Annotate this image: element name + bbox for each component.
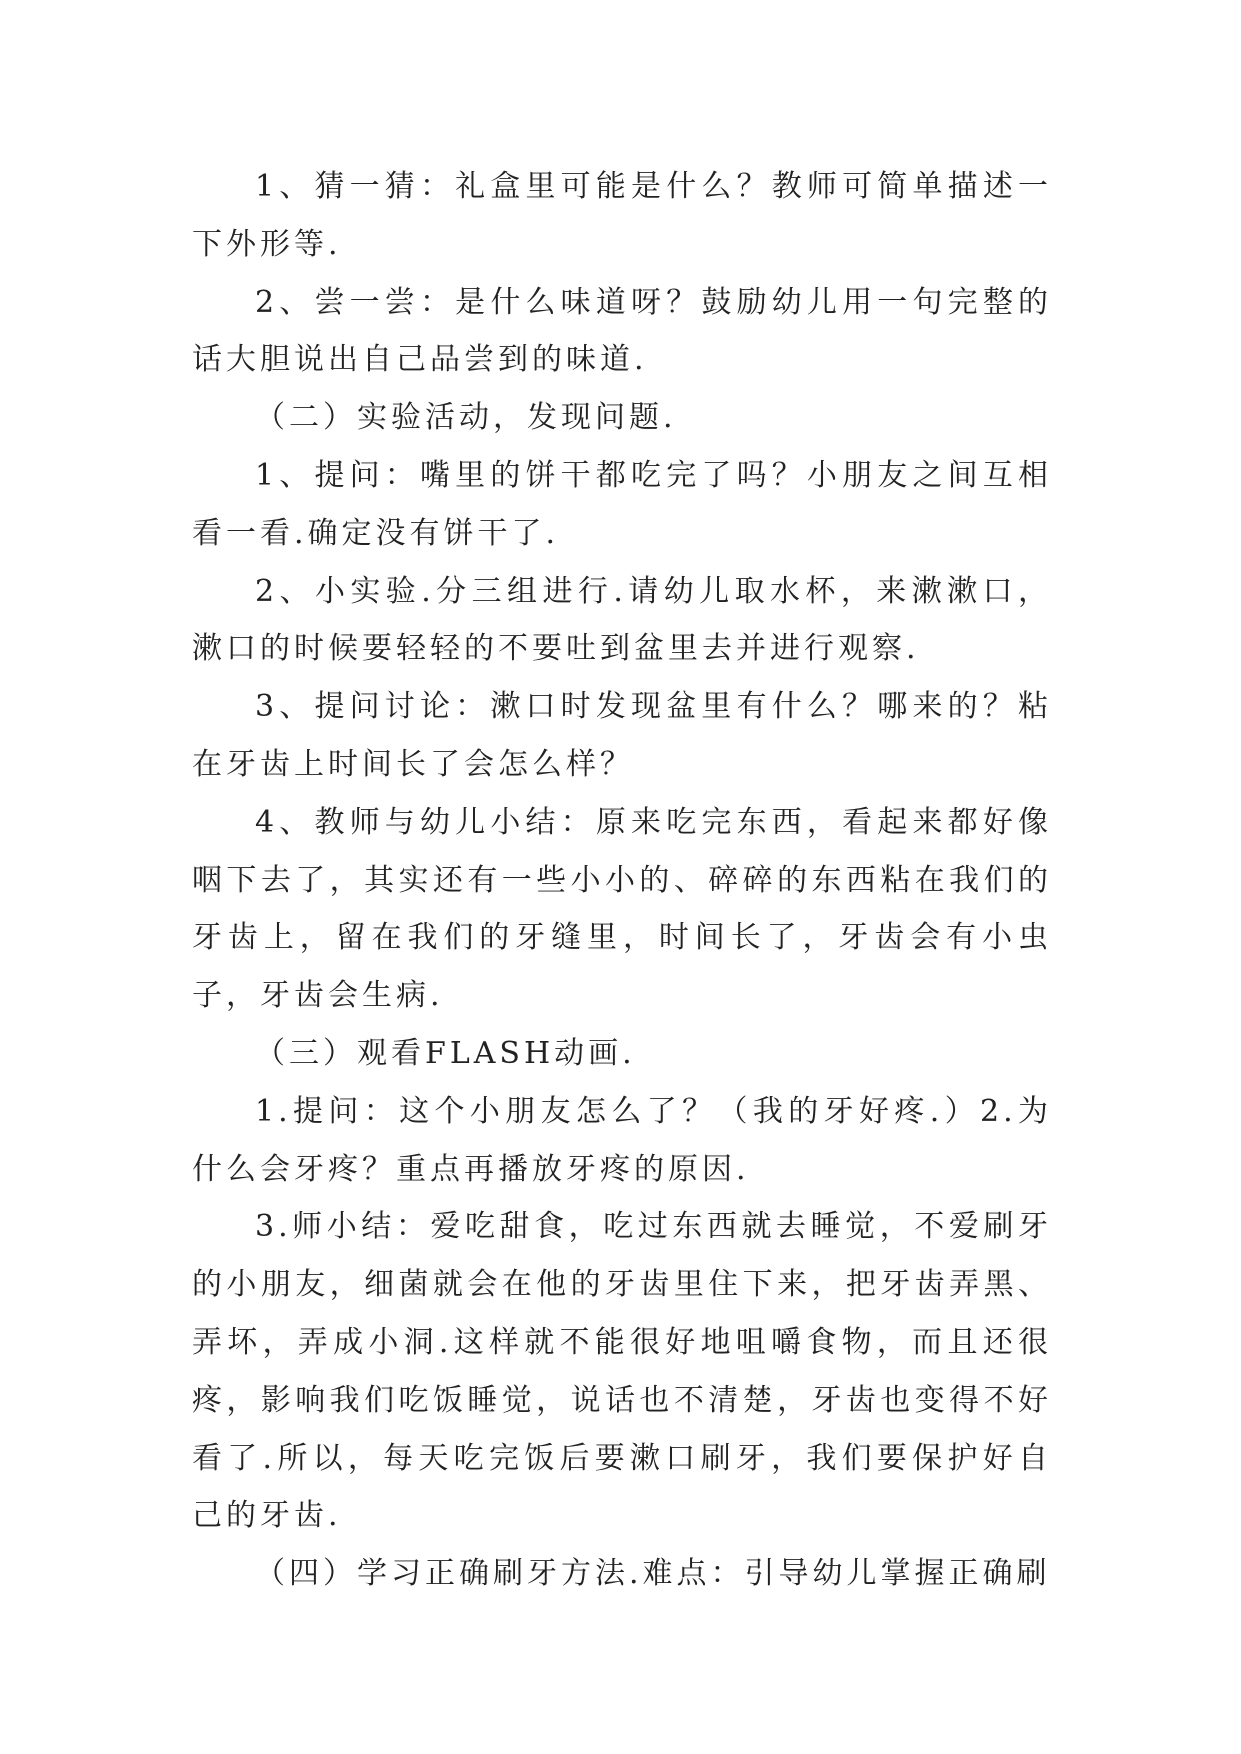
paragraph-guess: 1、猜一猜：礼盒里可能是什么？教师可简单描述一下外形等. <box>192 169 1052 262</box>
paragraph-summary: 4、教师与幼儿小结：原来吃完东西，看起来都好像咽下去了，其实还有一些小小的、碎碎的东西粘在我们的牙齿上，留在我们的牙缝里，时间长了，牙齿会有小虫子，牙齿会生病. <box>192 804 1052 1014</box>
paragraph-question: 1、提问：嘴里的饼干都吃完了吗？小朋友之间互相看一看.确定没有饼干了. <box>192 457 1052 551</box>
paragraph-teacher-summary: 3.师小结：爱吃甜食，吃过东西就去睡觉，不爱刷牙的小朋友，细菌就会在他的牙齿里住下来，把牙齿弄黑、弄坏，弄成小洞.这样就不能很好地咀嚼食物，而且还很疼，影响我们吃饭睡觉，说话也不清楚，牙齿也变得不好看了.所以，每天吃完饭后要漱口刷牙，我们要保护好自己的牙齿. <box>192 1209 1052 1534</box>
document-body <box>192 158 1052 1603</box>
paragraph-small-experiment: 2、小实验.分三组进行.请幼儿取水杯，来漱漱口，漱口的时候要轻轻的不要吐到盆里去并进行观察. <box>192 573 1052 667</box>
paragraph-discussion: 3、提问讨论：漱口时发现盆里有什么？哪来的？粘在牙齿上时间长了会怎么样？ <box>192 689 1052 782</box>
section-heading-experiment: （二）实验活动，发现问题. <box>255 400 677 436</box>
section-heading-brushing: （四）学习正确刷牙方法.难点：引导幼儿掌握正确刷 <box>255 1556 1051 1592</box>
paragraph-flash-question: 1.提问：这个小朋友怎么了？（我的牙好疼.）2.为什么会牙疼？重点再播放牙疼的原因. <box>192 1093 1052 1187</box>
section-heading-flash: （三）观看FLASH动画. <box>255 1035 636 1071</box>
paragraph-taste: 2、尝一尝：是什么味道呀？鼓励幼儿用一句完整的话大胆说出自己品尝到的味道. <box>192 284 1052 378</box>
